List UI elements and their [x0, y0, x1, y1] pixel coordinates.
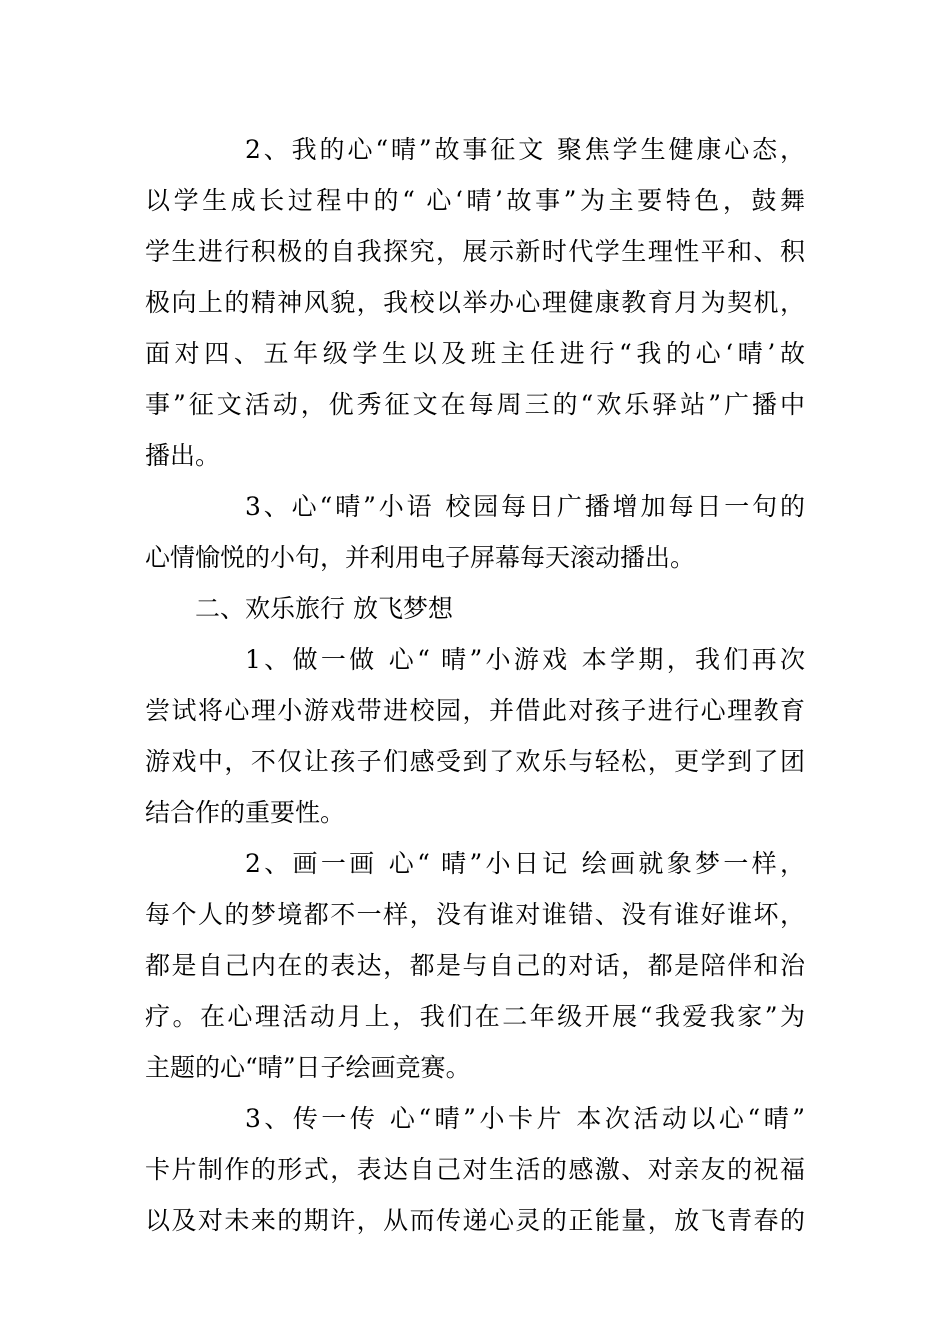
text-line: 尝试将心理小游戏带进校园，并借此对孩子进行心理教育 — [145, 696, 805, 725]
text-line: 2、画一画 心“ 晴”小日记 绘画就象梦一样， — [245, 849, 805, 878]
section-heading: 二、欢乐旅行 放飞梦想 — [195, 594, 453, 623]
text-line: 每个人的梦境都不一样，没有谁对谁错、没有谁好谁坏， — [145, 900, 805, 929]
text-line: 学生进行积极的自我探究，展示新时代学生理性平和、积 — [145, 237, 805, 266]
text-line: 心情愉悦的小句，并利用电子屏幕每天滚动播出。 — [145, 543, 696, 572]
text-line: 播出。 — [145, 441, 221, 470]
text-line: 事”征文活动，优秀征文在每周三的“欢乐驿站”广播中 — [145, 390, 805, 419]
text-line: 游戏中，不仅让孩子们感受到了欢乐与轻松，更学到了团 — [145, 747, 805, 776]
text-line: 以学生成长过程中的“ 心‘晴’故事”为主要特色，鼓舞 — [145, 186, 805, 215]
text-line: 卡片制作的形式，表达自己对生活的感激、对亲友的祝福 — [145, 1155, 805, 1184]
text-line: 3、传一传 心“晴”小卡片 本次活动以心“晴” — [245, 1104, 805, 1133]
text-line: 以及对未来的期许，从而传递心灵的正能量，放飞青春的 — [145, 1206, 805, 1235]
text-line: 面对四、五年级学生以及班主任进行“我的心‘晴’故 — [145, 339, 805, 368]
text-line: 2、我的心“晴”故事征文 聚焦学生健康心态， — [245, 135, 805, 164]
text-line: 结合作的重要性。 — [145, 798, 346, 827]
text-line: 疗。在心理活动月上，我们在二年级开展“我爱我家”为 — [145, 1002, 805, 1031]
text-line: 3、心“晴”小语 校园每日广播增加每日一句的 — [245, 492, 805, 521]
text-line: 都是自己内在的表达，都是与自己的对话，都是陪伴和治 — [145, 951, 805, 980]
text-line: 主题的心“晴”日子绘画竞赛。 — [145, 1053, 471, 1082]
text-line: 1、做一做 心“ 晴”小游戏 本学期，我们再次 — [245, 645, 805, 674]
text-line: 极向上的精神风貌，我校以举办心理健康教育月为契机， — [145, 288, 805, 317]
